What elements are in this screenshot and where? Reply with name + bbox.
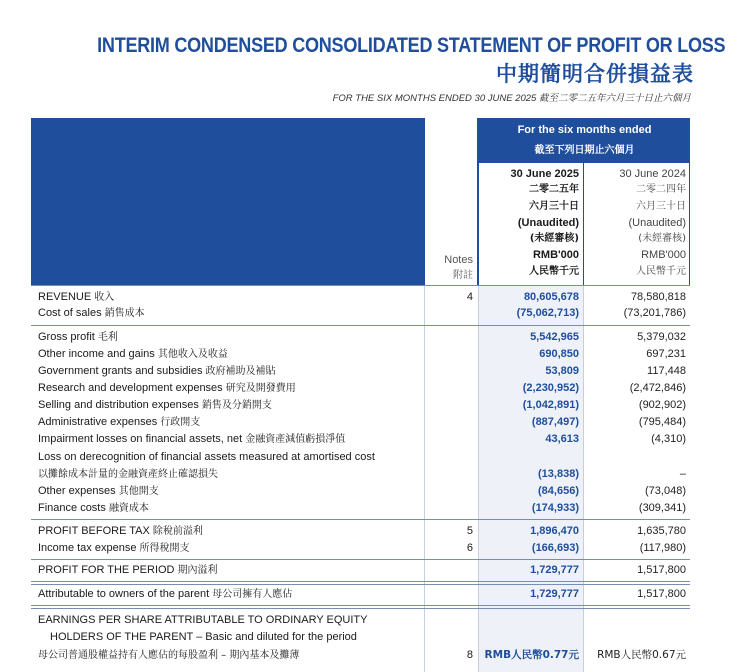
table-row: 以攤餘成本計量的金融資產終止確認損失 (13,838) –	[38, 468, 686, 480]
table-row: Cost of sales 銷售成本 (75,062,713) (73,201,786)	[38, 307, 686, 319]
statement-title-en: INTERIM CONDENSED CONSOLIDATED STATEMENT OF PROFIT OR LOSS	[97, 34, 726, 57]
table-row: Research and development expenses 研究及開發費用 (2,230,952) (2,472,846)	[38, 382, 686, 394]
column-header-2024: 30 June 2024 二零二四年 六月三十日 (Unaudited) (未經審核) RMB'000 人民幣千元	[619, 168, 686, 277]
table-row: Other expenses 其他開支 (84,656) (73,048)	[38, 485, 686, 497]
table-rule	[31, 285, 690, 286]
table-row: Income tax expense 所得稅開支 6 (166,693) (117,980)	[38, 542, 686, 554]
table-row: PROFIT BEFORE TAX 除稅前溢利 5 1,896,470 1,635,780	[38, 525, 686, 537]
column-header-2025: 30 June 2025 二零二五年 六月三十日 (Unaudited) (未經審核) RMB'000 人民幣千元	[510, 168, 579, 277]
notes-column-header: Notes 附註	[444, 254, 473, 281]
table-row: Government grants and subsidies 政府補助及補貼 53,809 117,448	[38, 365, 686, 377]
table-row: Administrative expenses 行政開支 (887,497) (795,484)	[38, 416, 686, 428]
period-heading-zh: 截至下列日期止六個月	[534, 145, 635, 156]
table-row: REVENUE 收入 4 80,605,678 78,580,818	[38, 291, 686, 303]
table-row: Finance costs 融資成本 (174,933) (309,341)	[38, 502, 686, 514]
table-rule	[31, 559, 690, 560]
table-rule	[31, 325, 690, 326]
table-row: Selling and distribution expenses 銷售及分銷開支 (1,042,891) (902,902)	[38, 399, 686, 411]
eps-label-line2: HOLDERS OF THE PARENT – Basic and diluted for the period	[50, 631, 357, 643]
table-row: PROFIT FOR THE PERIOD 期內溢利 1,729,777 1,517,800	[38, 564, 686, 576]
table-rule	[31, 519, 690, 520]
table-row-label-line1: Loss on derecognition of financial assets measured at amortised cost	[38, 451, 375, 463]
table-double-rule	[31, 605, 690, 609]
table-row: Impairment losses on financial assets, net 金融資產減值虧損淨值 43,613 (4,310)	[38, 433, 686, 445]
statement-subtitle: FOR THE SIX MONTHS ENDED 30 JUNE 2025 截至二零二五年六月三十日止六個月	[332, 93, 691, 104]
table-double-rule	[31, 581, 690, 585]
eps-row: 母公司普通股權益持有人應佔的每股盈利 – 期內基本及攤薄 8 RMB人民幣0.77元 RMB人民幣0.67元	[38, 649, 686, 661]
table-row: Attributable to owners of the parent 母公司擁有人應佔 1,729,777 1,517,800	[38, 588, 686, 600]
table-row: Gross profit 毛利 5,542,965 5,379,032	[38, 331, 686, 343]
eps-label-line1: EARNINGS PER SHARE ATTRIBUTABLE TO ORDINARY EQUITY	[38, 614, 368, 626]
statement-title-zh: 中期簡明合併損益表	[496, 62, 694, 86]
table-row: Other income and gains 其他收入及收益 690,850 697,231	[38, 348, 686, 360]
period-heading-en: For the six months ended	[517, 124, 652, 136]
